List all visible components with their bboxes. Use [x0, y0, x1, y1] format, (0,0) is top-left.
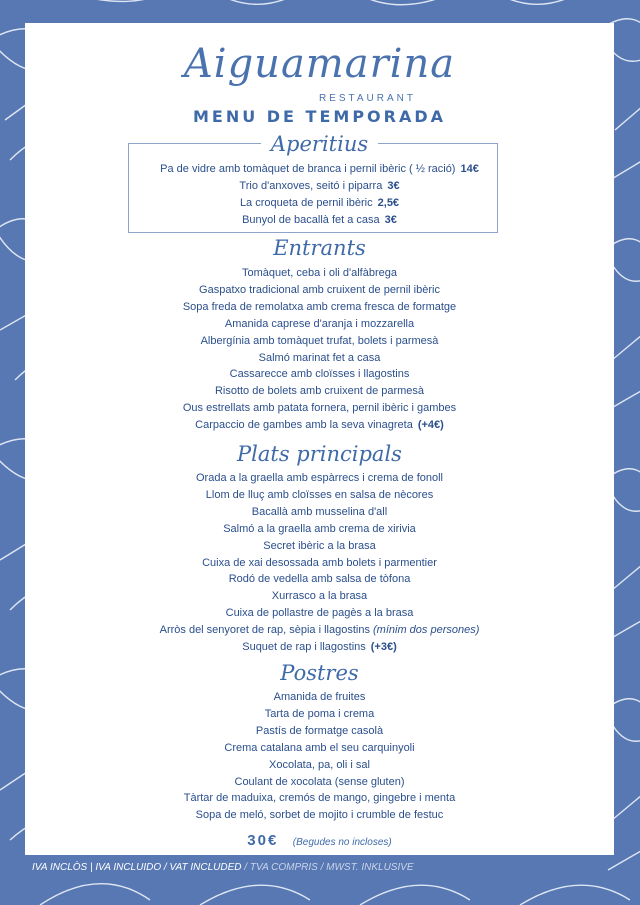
section-title-entrants: Entrants [25, 236, 614, 260]
list-item: Pa de vidre amb tomàquet de branca i pernil ibèric ( ½ ració) 14€ [160, 163, 479, 175]
drinks-note: (Begudes no incloses) [292, 837, 392, 848]
plats-principals-list [25, 470, 614, 656]
list-item: Risotto de bolets amb cruixent de parmesà [214, 385, 425, 398]
entrants-list [25, 265, 614, 434]
list-item: Salmó a la graella amb crema de xirivia [223, 522, 416, 535]
list-item: Gaspatxo tradicional amb cruixent de pernil ibèric [199, 283, 440, 296]
list-item: Coulant de xocolata (sense gluten) [234, 775, 405, 788]
tax-note-secondary: / TVA COMPRIS / MWST. INKLUSIVE [244, 862, 414, 873]
section-title-plats-principals: Plats principals [25, 442, 614, 466]
tax-footer [32, 862, 414, 873]
list-item: Amanida caprese d'aranja i mozzarella [224, 317, 415, 330]
menu-price [25, 832, 614, 850]
list-item: Secret ibèric a la brasa [263, 539, 376, 552]
list-item: Amanida de fruites [273, 691, 366, 703]
list-item: Xurrasco a la brasa [271, 590, 368, 603]
list-item: Tomàquet, ceba i oli d'alfàbrega [242, 267, 397, 279]
list-item: Suquet de rap i llagostins (+3€) [242, 641, 397, 654]
list-item: Arròs del senyoret de rap, sèpia i llagostins (mínim dos persones) [159, 624, 480, 637]
price-amount: 30€ [247, 832, 279, 849]
list-item: Crema catalana amb el seu carquinyoli [224, 741, 415, 754]
list-item: Tarta de poma i crema [264, 707, 375, 720]
list-item: Xocolata, pa, oli i sal [269, 758, 370, 771]
list-item: Trio d'anxoves, seitó i piparra 3€ [239, 179, 400, 192]
list-item: Albergínia amb tomàquet trufat, bolets i parmesà [200, 334, 439, 347]
list-item: Bunyol de bacallà fet a casa 3€ [242, 213, 397, 226]
list-item: Carpaccio de gambes amb la seva vinagreta (+4€) [195, 419, 444, 432]
list-item: Llom de lluç amb cloïsses en salsa de nècores [205, 488, 434, 501]
tax-note-primary: IVA INCLÒS | IVA INCLUIDO / VAT INCLUDED [32, 862, 242, 873]
restaurant-subtitle: RESTAURANT [318, 93, 416, 104]
list-item: Cuixa de pollastre de pagès a la brasa [225, 607, 414, 620]
list-item: Sopa freda de remolatxa amb crema fresca de formatge [182, 300, 457, 313]
restaurant-logo [25, 41, 614, 104]
list-item: Orada a la graella amb espàrrecs i crema de fonoll [195, 472, 443, 484]
menu-card [25, 23, 614, 855]
list-item: La croqueta de pernil ibèric 2,5€ [239, 196, 400, 209]
aperitius-list [25, 161, 614, 229]
list-item: Bacallà amb musselina d'all [251, 505, 388, 518]
list-item: Cassarecce amb cloïsses i llagostins [229, 368, 410, 381]
section-title-postres: Postres [25, 661, 614, 685]
postres-list [25, 689, 614, 824]
list-item: Pastís de formatge casolà [255, 724, 384, 737]
list-item: Cuixa de xai desossada amb bolets i parmentier [202, 556, 437, 569]
section-title-aperitius: Aperitius [25, 132, 614, 156]
list-item: Salmó marinat fet a casa [258, 351, 381, 364]
menu-title: MENU DE TEMPORADA [192, 107, 447, 126]
restaurant-name: Aiguamarina [183, 41, 456, 87]
list-item: Sopa de meló, sorbet de mojito i crumble de festuc [195, 809, 444, 822]
list-item: Rodó de vedella amb salsa de tòfona [228, 573, 411, 586]
list-item: Tàrtar de maduixa, cremós de mango, gingebre i menta [183, 792, 456, 805]
list-item: Ous estrellats amb patata fornera, pernil ibèric i gambes [182, 402, 457, 415]
